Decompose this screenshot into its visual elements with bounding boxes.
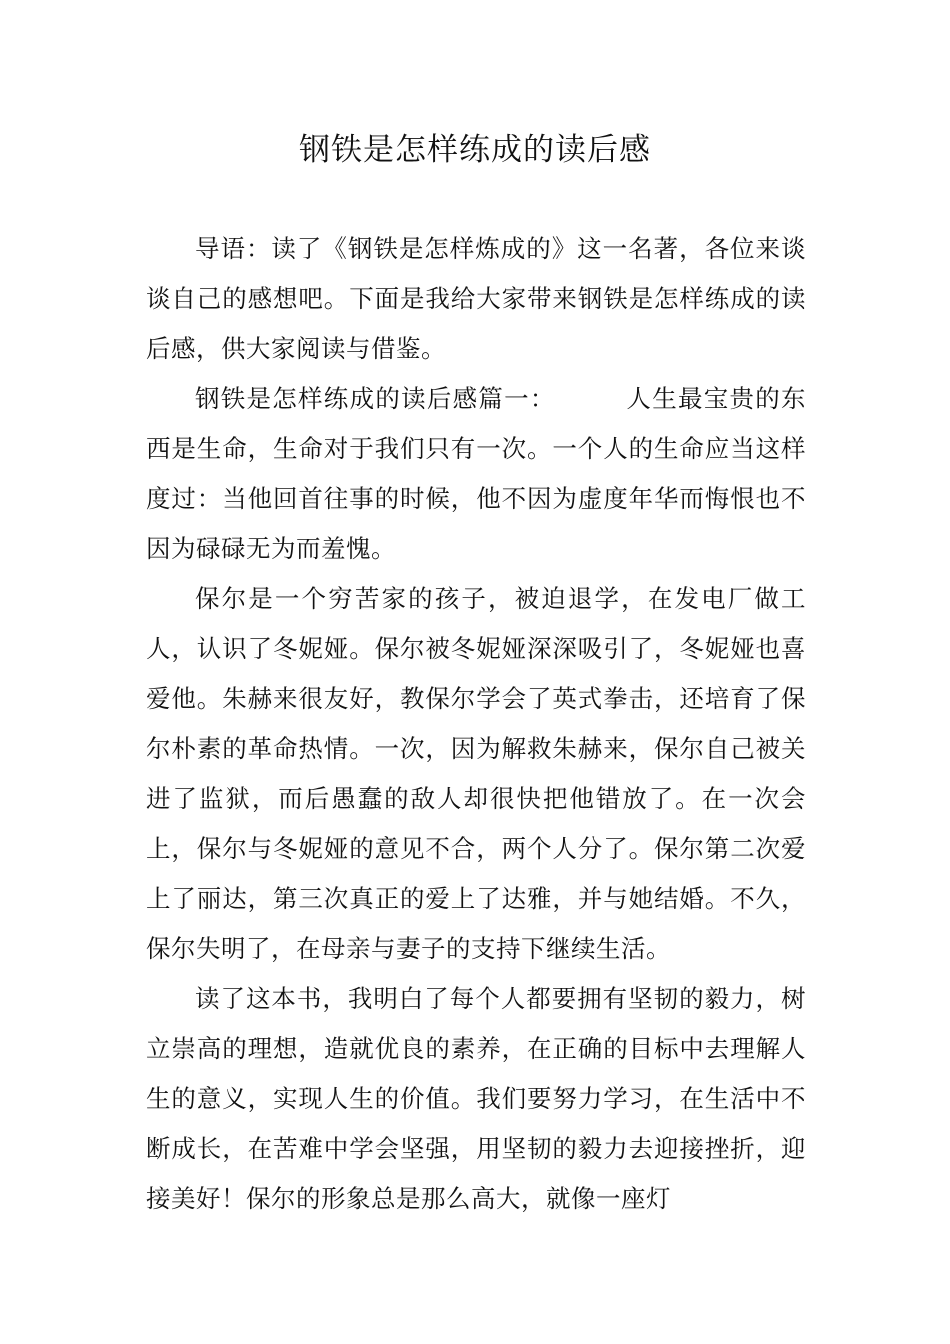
plot-summary-paragraph: 保尔是一个穷苦家的孩子，被迫退学，在发电厂做工人，认识了冬妮娅。保尔被冬妮娅深深吸引了，冬妮娅也喜爱他。朱赫来很友好，教保尔学会了英式拳击，还培育了保尔朴素的革命热情。一次，因为解救朱赫来，保尔自己被关进了监狱，而后愚蠢的敌人却很快把他错放了。在一次会上，保尔与冬妮娅的意见不合，两个人分了。保尔第二次爱上了丽达，第三次真正的爱上了达雅，并与她结婚。不久，保尔失明了，在母亲与妻子的支持下继续生活。 [146,584,806,963]
section-paragraph [146,374,806,574]
document-body [146,224,806,1224]
intro-paragraph: 导语：读了《钢铁是怎样炼成的》这一名著，各位来谈谈自己的感想吧。下面是我给大家带来钢铁是怎样练成的读后感，供大家阅读与借鉴。 [146,234,806,363]
section-opening-text: 人生最宝贵的东西是生命，生命对于我们只有一次。一个人的生命应当这样度过：当他回首往事的时候，他不因为虚度年华而悔恨也不因为碌碌无为而羞愧。 [146,384,807,563]
reflection-paragraph: 读了这本书，我明白了每个人都要拥有坚韧的毅力，树立崇高的理想，造就优良的素养，在正确的目标中去理解人生的意义，实现人生的价值。我们要努力学习，在生活中不断成长，在苦难中学会坚强，用坚韧的毅力去迎接挫折，迎接美好！保尔的形象总是那么高大，就像一座灯 [146,984,806,1213]
section-heading: 钢铁是怎样练成的读后感篇一： [195,384,556,413]
document-title: 钢铁是怎样练成的读后感 [299,132,651,168]
